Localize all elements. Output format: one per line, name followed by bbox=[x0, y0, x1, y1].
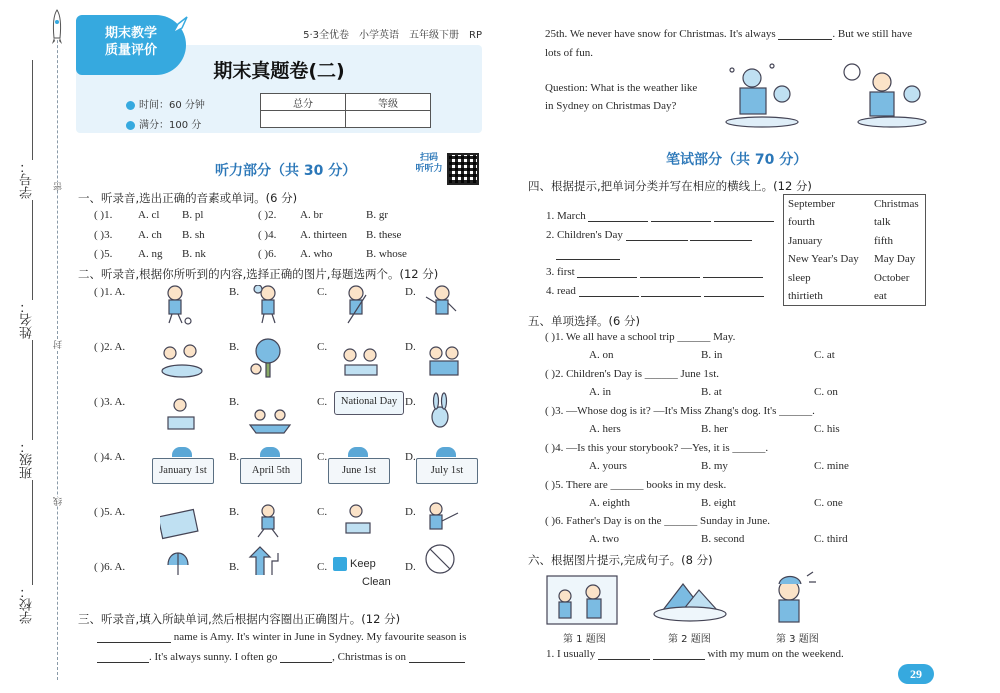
quiet-sign-image bbox=[168, 553, 188, 575]
word-sleep: sleep bbox=[788, 272, 811, 284]
time-info bbox=[126, 96, 205, 111]
boats-image bbox=[250, 410, 290, 433]
cooking-with-mum-image bbox=[547, 576, 617, 624]
q2-row-4-label[interactable]: ( )4. A. bbox=[94, 451, 126, 463]
keep-clean-line-2: Clean bbox=[362, 576, 391, 588]
q5-item-2-c[interactable]: C. on bbox=[814, 386, 838, 398]
writing-title: 笔试部分（共 70 分） bbox=[666, 152, 808, 168]
q3-blank-4[interactable] bbox=[409, 650, 465, 663]
q6-line-1 bbox=[546, 647, 844, 660]
grade-cell[interactable] bbox=[346, 111, 431, 128]
q1-item-6-b[interactable]: B. whose bbox=[366, 248, 407, 260]
margin-hint-line: 线 bbox=[54, 497, 64, 506]
series-info: 5·3全优卷 小学英语 五年级下册 RP bbox=[303, 30, 482, 41]
q5-item-5[interactable]: ( )5. There are ______ books in my desk. bbox=[545, 479, 727, 491]
q6-blank-1[interactable] bbox=[598, 647, 650, 660]
q4-item-3 bbox=[546, 265, 763, 278]
q4-blank-2b[interactable] bbox=[690, 228, 752, 241]
q4-item-2 bbox=[546, 228, 752, 241]
q6-line-1b: with my mum on the weekend. bbox=[707, 648, 844, 660]
q1-item-4-b[interactable]: B. these bbox=[366, 229, 402, 241]
q4-item-4 bbox=[546, 284, 764, 297]
badge-line-2: 质量评价 bbox=[104, 43, 157, 58]
q1-heading: 一、听录音,选出正确的音素或单词。(6 分) bbox=[78, 191, 298, 205]
q5-item-6-a[interactable]: A. two bbox=[589, 533, 619, 545]
q5-item-2[interactable]: ( )2. Children's Day is ______ June 1st. bbox=[545, 368, 719, 380]
q1-item-5-a[interactable]: A. ng bbox=[138, 248, 163, 260]
kid-dancing-image bbox=[426, 286, 456, 314]
margin-label-school: 学校： bbox=[20, 585, 35, 624]
q2-row-5-label[interactable]: ( )5. A. bbox=[94, 506, 126, 518]
word-may-day: May Day bbox=[874, 253, 916, 265]
q2-row-1-c[interactable]: C. bbox=[317, 286, 328, 298]
qr-caption-1: 扫码 bbox=[419, 153, 438, 163]
bunny-image bbox=[432, 393, 448, 427]
score-label: 满分：100 分 bbox=[139, 120, 202, 131]
q5-item-3-c[interactable]: C. his bbox=[814, 423, 840, 435]
class-field[interactable] bbox=[32, 340, 33, 440]
q6-caption-2: 第 2 题图 bbox=[668, 634, 711, 645]
margin-hint-seal: 密 bbox=[54, 182, 64, 191]
q4-blank-4c[interactable] bbox=[704, 284, 764, 297]
q1-item-2-b[interactable]: B. gr bbox=[366, 209, 388, 221]
rocket-badge-icon bbox=[170, 14, 192, 36]
q5-item-4-c[interactable]: C. mine bbox=[814, 460, 849, 472]
q1-item-4[interactable]: ( )4. bbox=[258, 229, 277, 241]
q1-item-3-a[interactable]: A. ch bbox=[138, 229, 162, 241]
photo-image bbox=[160, 509, 198, 538]
date-card-june: June 1st bbox=[328, 458, 390, 484]
rocket-icon bbox=[49, 8, 65, 54]
q2-row-6-c[interactable]: C. bbox=[317, 561, 328, 573]
word-september: September bbox=[788, 198, 836, 210]
margin-label-student-id: 学号： bbox=[20, 160, 35, 199]
q6-line-1a: 1. I usually bbox=[546, 648, 596, 660]
passage-cont-1b: . But we still have bbox=[832, 28, 913, 40]
turn-arrows-image bbox=[250, 547, 278, 575]
score-header-total: 总分 bbox=[261, 94, 346, 111]
q4-blank-1c[interactable] bbox=[714, 209, 774, 222]
word-january: January bbox=[788, 235, 823, 247]
school-field[interactable] bbox=[32, 480, 33, 585]
name-field[interactable] bbox=[32, 200, 33, 300]
q2-row-1-b[interactable]: B. bbox=[229, 286, 240, 298]
check-icon bbox=[126, 121, 135, 130]
q1-item-5-b[interactable]: B. nk bbox=[182, 248, 206, 260]
listening-title: 听力部分（共 30 分） bbox=[215, 163, 357, 179]
q5-item-2-b[interactable]: B. at bbox=[701, 386, 722, 398]
margin-hint-seal2: 封 bbox=[54, 340, 64, 349]
q5-item-4[interactable]: ( )4. —Is this your storybook? —Yes, it is ______. bbox=[545, 442, 769, 454]
q2-row-3-c[interactable]: C. bbox=[317, 396, 328, 408]
q4-item-1-label: 1. March bbox=[546, 210, 586, 222]
christmas-pictures bbox=[722, 58, 932, 130]
q4-blank-1a[interactable] bbox=[588, 209, 648, 222]
q3-line-1-text: name is Amy. It's winter in June in Sydney. My favourite season is bbox=[173, 631, 467, 643]
passage-cont-1a: 25th. We never have snow for Christmas. It's always bbox=[545, 28, 776, 40]
q1-item-1-b[interactable]: B. pl bbox=[182, 209, 204, 221]
girl-thinking-image bbox=[779, 572, 816, 622]
time-label: 时间：60 分钟 bbox=[139, 100, 205, 111]
q2-row-1-d[interactable]: D. bbox=[405, 286, 416, 298]
kids-dancing-image bbox=[430, 503, 458, 529]
zongzi-image bbox=[654, 584, 726, 621]
date-card-january: January 1st bbox=[152, 458, 214, 484]
q5-item-1-c[interactable]: C. at bbox=[814, 349, 835, 361]
q5-item-1-b[interactable]: B. in bbox=[701, 349, 723, 361]
date-card-april: April 5th bbox=[240, 458, 302, 484]
clock-icon bbox=[126, 101, 135, 110]
q2-row-3-label[interactable]: ( )3. A. bbox=[94, 396, 126, 408]
q5-item-5-a[interactable]: A. eighth bbox=[589, 497, 630, 509]
paper-title: 期末真题卷(二) bbox=[213, 60, 345, 82]
calendar-ring-icon bbox=[260, 447, 280, 457]
word-talk: talk bbox=[874, 216, 891, 228]
q4-blank-2a[interactable] bbox=[626, 228, 688, 241]
q4-item-2-label: 2. Children's Day bbox=[546, 229, 623, 241]
q4-blank-3a[interactable] bbox=[577, 265, 637, 278]
q5-item-3[interactable]: ( )3. —Whose dog is it? —It's Miss Zhang's dog. It's ______. bbox=[545, 405, 815, 417]
keep-clean-line-1: Keep bbox=[350, 558, 376, 570]
score-header-grade: 等级 bbox=[346, 94, 431, 111]
q2-row-3-d[interactable]: D. bbox=[405, 396, 416, 408]
q5-item-6-c[interactable]: C. third bbox=[814, 533, 848, 545]
q5-heading: 五、单项选择。(6 分) bbox=[528, 314, 640, 328]
q4-item-2-extra bbox=[556, 247, 620, 260]
q4-item-4-label: 4. read bbox=[546, 285, 576, 297]
kid-cooking-image bbox=[346, 505, 370, 533]
no-food-sign-image bbox=[426, 545, 454, 573]
family-picnic-image bbox=[162, 345, 202, 377]
kid-sweeping-image bbox=[348, 286, 366, 323]
passage-continuation-1 bbox=[545, 27, 912, 40]
q5-item-1[interactable]: ( )1. We all have a school trip ______ May. bbox=[545, 331, 736, 343]
q2-row-2-d[interactable]: D. bbox=[405, 341, 416, 353]
word-eat: eat bbox=[874, 290, 887, 302]
margin-label-class: 班级： bbox=[20, 440, 35, 479]
q3-blank-2[interactable] bbox=[97, 650, 149, 663]
word-new-years-day: New Year's Day bbox=[788, 253, 859, 265]
q2-row-3-b[interactable]: B. bbox=[229, 396, 240, 408]
q2-row-6-b[interactable]: B. bbox=[229, 561, 240, 573]
q2-row-5-c[interactable]: C. bbox=[317, 506, 328, 518]
q4-blank-4a[interactable] bbox=[579, 284, 639, 297]
calendar-ring-icon bbox=[348, 447, 368, 457]
q2-row-2-c[interactable]: C. bbox=[317, 341, 328, 353]
q4-blank-3c[interactable] bbox=[703, 265, 763, 278]
q2-row-5-b[interactable]: B. bbox=[229, 506, 240, 518]
q3-line-2b-text: , Christmas is on bbox=[332, 651, 407, 663]
q3-line-2a-text: . It's always sunny. I often go bbox=[149, 651, 278, 663]
q5-item-3-a[interactable]: A. hers bbox=[589, 423, 621, 435]
q1-item-3-b[interactable]: B. sh bbox=[182, 229, 205, 241]
q1-item-6[interactable]: ( )6. bbox=[258, 248, 277, 260]
q2-row-5-d[interactable]: D. bbox=[405, 506, 416, 518]
page-number: 29 bbox=[898, 664, 934, 684]
q5-item-3-b[interactable]: B. her bbox=[701, 423, 728, 435]
q2-illustrations bbox=[160, 285, 460, 575]
q4-heading: 四、根据提示,把单词分类并写在相应的横线上。(12 分) bbox=[528, 179, 812, 193]
q4-blank-3b[interactable] bbox=[640, 265, 700, 278]
q2-row-6-label[interactable]: ( )6. A. bbox=[94, 561, 126, 573]
word-october: October bbox=[874, 272, 910, 284]
q6-heading: 六、根据图片提示,完成句子。(8 分) bbox=[528, 553, 713, 567]
question-line-1: Question: What is the weather like bbox=[545, 82, 698, 94]
q5-item-5-c[interactable]: C. one bbox=[814, 497, 843, 509]
national-day-flag: National Day bbox=[334, 391, 404, 415]
kids-party-image bbox=[344, 349, 377, 375]
kid-football-image bbox=[168, 286, 191, 324]
badge-line-1: 期末教学 bbox=[104, 26, 157, 41]
q3-blank-1[interactable] bbox=[97, 630, 171, 643]
total-score-cell[interactable] bbox=[261, 111, 346, 128]
calendar-ring-icon bbox=[436, 447, 456, 457]
q1-item-2[interactable]: ( )2. bbox=[258, 209, 277, 221]
q5-item-1-a[interactable]: A. on bbox=[589, 349, 614, 361]
kids-costume-image bbox=[430, 347, 458, 375]
q4-blank-1b[interactable] bbox=[651, 209, 711, 222]
q1-item-6-a[interactable]: A. who bbox=[300, 248, 333, 260]
question-line-2: in Sydney on Christmas Day? bbox=[545, 100, 677, 112]
q4-item-3-label: 3. first bbox=[546, 266, 575, 278]
q2-row-2-b[interactable]: B. bbox=[229, 341, 240, 353]
qr-caption bbox=[413, 153, 445, 175]
q1-item-4-a[interactable]: A. thirteen bbox=[300, 229, 348, 241]
q4-blank-2c[interactable] bbox=[556, 247, 620, 260]
q5-item-6-b[interactable]: B. second bbox=[701, 533, 745, 545]
q5-item-5-b[interactable]: B. eight bbox=[701, 497, 736, 509]
q5-item-2-a[interactable]: A. in bbox=[589, 386, 611, 398]
word-fifth: fifth bbox=[874, 235, 893, 247]
kid-jumping-image bbox=[258, 505, 278, 537]
calendar-ring-icon bbox=[172, 447, 192, 457]
qr-caption-2: 听听力 bbox=[415, 164, 443, 174]
q4-item-1 bbox=[546, 209, 774, 222]
word-thirtieth: thirtieth bbox=[788, 290, 823, 302]
q6-caption-1: 第 1 题图 bbox=[563, 634, 606, 645]
snowy-christmas-image bbox=[726, 64, 798, 127]
passage-blank-weather[interactable] bbox=[778, 27, 832, 40]
date-card-july: July 1st bbox=[416, 458, 478, 484]
q2-row-6-d[interactable]: D. bbox=[405, 561, 416, 573]
q1-item-1-a[interactable]: A. cl bbox=[138, 209, 160, 221]
kid-cake-image bbox=[168, 399, 194, 429]
passage-continuation-2: lots of fun. bbox=[545, 47, 593, 59]
q2-row-4-c[interactable]: C. bbox=[317, 451, 328, 463]
q3-line-2 bbox=[97, 650, 465, 663]
q2-heading: 二、听录音,根据你所听到的内容,选择正确的图片,每题选两个。(12 分) bbox=[78, 267, 439, 281]
q5-item-4-a[interactable]: A. yours bbox=[589, 460, 627, 472]
score-info bbox=[126, 116, 201, 131]
binding-margin bbox=[0, 0, 70, 693]
qr-code-icon[interactable] bbox=[447, 153, 479, 185]
word-fourth: fourth bbox=[788, 216, 815, 228]
q2-row-4-d[interactable]: D. bbox=[405, 451, 416, 463]
q3-line-1 bbox=[97, 630, 466, 643]
recycle-person-icon bbox=[333, 557, 347, 571]
score-table bbox=[260, 93, 431, 128]
q5-item-6[interactable]: ( )6. Father's Day is on the ______ Sunday in June. bbox=[545, 515, 771, 527]
q6-pictures bbox=[545, 570, 835, 628]
q6-caption-3: 第 3 题图 bbox=[776, 634, 819, 645]
kid-badminton-image bbox=[254, 285, 275, 323]
sunny-christmas-image bbox=[844, 64, 926, 127]
word-christmas: Christmas bbox=[874, 198, 919, 210]
q2-row-1-label[interactable]: ( )1. A. bbox=[94, 286, 126, 298]
q1-item-5[interactable]: ( )5. bbox=[94, 248, 113, 260]
word-bank bbox=[783, 194, 926, 306]
margin-label-name: 姓名： bbox=[20, 300, 35, 339]
student-id-field[interactable] bbox=[32, 60, 33, 160]
q1-item-1[interactable]: ( )1. bbox=[94, 209, 113, 221]
q3-blank-3[interactable] bbox=[280, 650, 332, 663]
q2-row-4-b[interactable]: B. bbox=[229, 451, 240, 463]
q1-item-2-a[interactable]: A. br bbox=[300, 209, 323, 221]
kid-tree-image bbox=[251, 339, 280, 377]
q4-blank-4b[interactable] bbox=[641, 284, 701, 297]
q2-row-2-label[interactable]: ( )2. A. bbox=[94, 341, 126, 353]
q5-item-4-b[interactable]: B. my bbox=[701, 460, 728, 472]
q3-heading: 三、听录音,填入所缺单词,然后根据内容圈出正确图片。(12 分) bbox=[78, 612, 401, 626]
q6-blank-2[interactable] bbox=[653, 647, 705, 660]
q1-item-3[interactable]: ( )3. bbox=[94, 229, 113, 241]
